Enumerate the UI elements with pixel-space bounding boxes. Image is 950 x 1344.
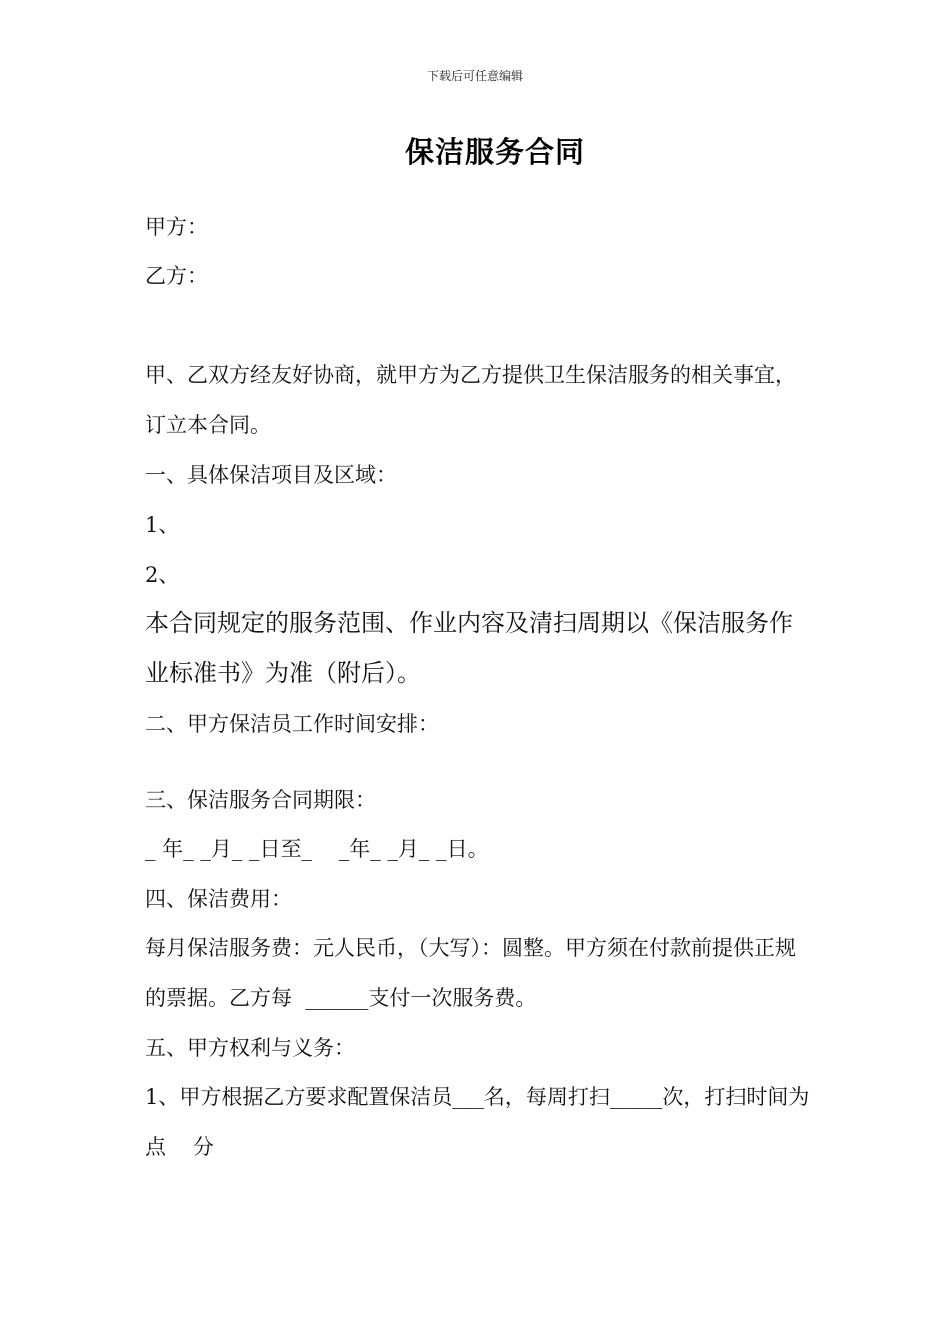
fee-line-1: 每月保洁服务费：元人民币，（大写）：圆整。甲方须在付款前提供正规 xyxy=(145,936,796,960)
contract-period-line: _ 年_ _月_ _日至_ _年_ _月_ _日。 xyxy=(145,837,489,861)
fee-line-2: 的票据。乙方每 ______支付一次服务费。 xyxy=(145,986,537,1010)
document-title: 保洁服务合同 xyxy=(404,135,585,169)
party-a-line: 甲方： xyxy=(145,215,208,239)
section-1-item-2: 2、 xyxy=(145,563,180,587)
section-4-heading: 四、保洁费用： xyxy=(145,887,292,911)
party-b-line: 乙方： xyxy=(145,264,208,288)
section-5-item-1-line-1: 1、甲方根据乙方要求配置保洁员___名，每周打扫_____次，打扫时间为 xyxy=(145,1085,810,1109)
section-1-item-1: 1、 xyxy=(145,513,180,537)
intro-line-1: 甲、乙双方经友好协商，就甲方为乙方提供卫生保洁服务的相关事宜， xyxy=(145,363,796,387)
header-note: 下载后可任意编辑 xyxy=(426,69,523,83)
section-5-heading: 五、甲方权利与义务： xyxy=(145,1036,355,1060)
section-5-item-1-line-2: 点 分 xyxy=(145,1135,214,1159)
scope-line-2: 业标准书》为准（附后）。 xyxy=(145,659,421,687)
scope-line-1: 本合同规定的服务范围、作业内容及清扫周期以《保洁服务作 xyxy=(145,609,793,637)
section-2-heading: 二、甲方保洁员工作时间安排： xyxy=(145,712,439,736)
intro-line-2: 订立本合同。 xyxy=(145,413,271,437)
section-3-heading: 三、保洁服务合同期限： xyxy=(145,788,376,812)
section-1-heading: 一、具体保洁项目及区域： xyxy=(145,463,397,487)
